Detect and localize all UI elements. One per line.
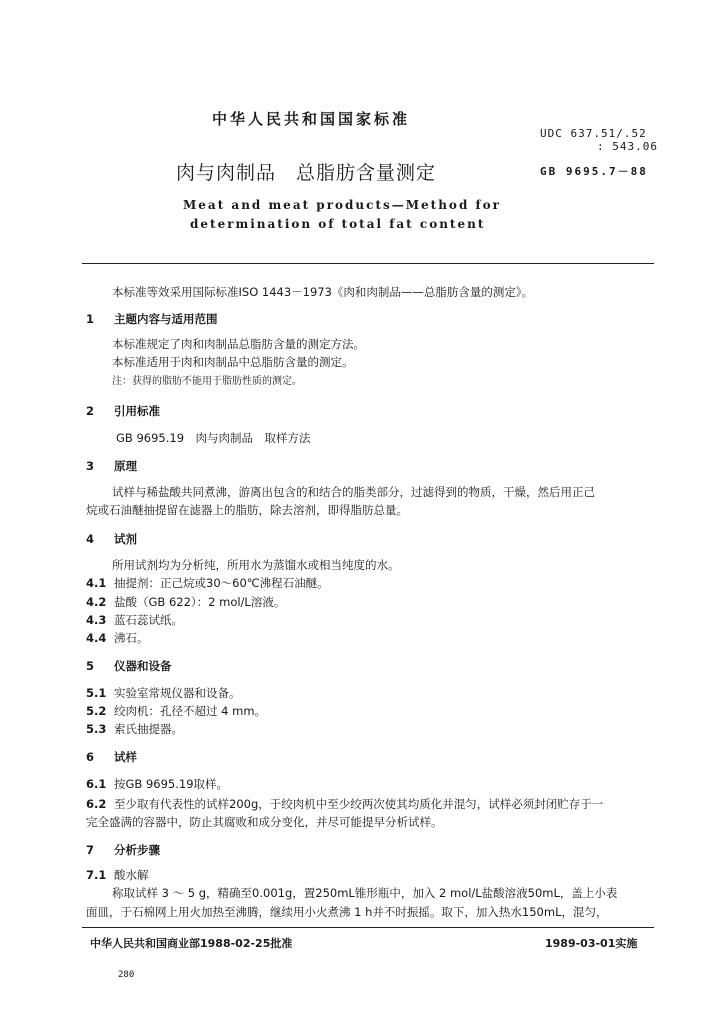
- approval-line: 中华人民共和国商业部1988-02-25批准: [90, 937, 293, 950]
- section-2-heading: [86, 403, 160, 419]
- section-title: 引用标准: [114, 404, 160, 418]
- udc-code-line1: UDC 637.51/.52: [540, 127, 647, 140]
- clause-4-2: [86, 594, 285, 610]
- clause-number: 6.1: [86, 777, 107, 791]
- clause-number: 7.1: [86, 868, 107, 882]
- section-5-heading: [86, 658, 172, 674]
- section-title: 主题内容与适用范围: [114, 312, 218, 326]
- clause-text: 酸水解: [114, 868, 149, 882]
- clause-number: 6.2: [86, 797, 107, 811]
- section-title: 仪器和设备: [114, 659, 172, 673]
- section-title: 原理: [114, 459, 137, 473]
- clause-text: 盐酸（GB 622）：2 mol/L溶液。: [114, 595, 286, 609]
- section-7-heading: [86, 842, 160, 858]
- clause-number: 4.2: [86, 595, 107, 609]
- clause-6-1: [86, 776, 228, 792]
- section-number: 3: [86, 459, 95, 473]
- clause-text: 沸石。: [114, 631, 149, 645]
- clause-6-2-line1: [86, 796, 603, 812]
- section-title: 试剂: [114, 532, 137, 546]
- clause-number: 5.1: [86, 686, 107, 700]
- section-number: 6: [86, 750, 95, 764]
- clause-text: 抽提剂：正己烷或30～60℃沸程石油醚。: [114, 576, 329, 590]
- section-2-reference: GB 9695.19 肉与肉制品 取样方法: [116, 431, 311, 445]
- document-title-en-line1: Meat and meat products—Method for: [183, 198, 501, 212]
- clause-5-1: [86, 685, 241, 701]
- clause-5-3: [86, 721, 183, 737]
- udc-code-line2: : 543.06: [597, 140, 658, 153]
- section-1-heading: [86, 311, 218, 327]
- clause-7-1: [86, 867, 149, 883]
- clause-5-2: [86, 703, 266, 719]
- section-4-heading: [86, 531, 137, 547]
- clause-text: 蓝石蕊试纸。: [114, 613, 183, 627]
- section-title: 试样: [114, 750, 137, 764]
- clause-number: 5.3: [86, 722, 107, 736]
- page-number: 280: [118, 970, 135, 980]
- section-4-paragraph: 所用试剂均为分析纯，所用水为蒸馏水或相当纯度的水。: [112, 558, 400, 572]
- footer-divider: [82, 927, 654, 928]
- document-title-en-line2: determination of total fat content: [190, 217, 486, 231]
- clause-number: 4.3: [86, 613, 107, 627]
- clause-4-1: [86, 575, 329, 591]
- clause-7-1-paragraph-line1: 称取试样 3 ～ 5 g，精确至0.001g，置250mL锥形瓶中，加入 2 mol/L盐酸溶液50mL，盖上小表: [112, 886, 618, 900]
- section-number: 2: [86, 404, 95, 418]
- section-3-paragraph-line1: 试样与稀盐酸共同煮沸，游离出包含的和结合的脂类部分，过滤得到的物质，干燥，然后用正己: [112, 485, 595, 499]
- clause-text: 绞肉机：孔径不超过 4 mm。: [114, 704, 267, 718]
- section-1-note: 注：获得的脂肪不能用于脂肪性质的测定。: [112, 376, 302, 387]
- section-3-heading: [86, 458, 137, 474]
- clause-text: 索氏抽提器。: [114, 722, 183, 736]
- clause-4-3: [86, 612, 183, 628]
- section-3-paragraph-line2: 烷或石油醚抽提留在滤器上的脂肪，除去溶剂，即得脂肪总量。: [86, 503, 408, 517]
- clause-7-1-paragraph-line2: 面皿，于石棉网上用火加热至沸腾，继续用小火煮沸 1 h并不时振摇。取下，加入热水150mL，混匀，: [86, 905, 608, 919]
- section-number: 4: [86, 532, 95, 546]
- clause-text: 实验室常规仪器和设备。: [114, 686, 241, 700]
- section-1-paragraph-2: 本标准适用于肉和肉制品中总脂肪含量的测定。: [112, 355, 354, 369]
- clause-number: 5.2: [86, 704, 107, 718]
- header-divider: [82, 263, 654, 264]
- clause-number: 4.1: [86, 576, 107, 590]
- clause-text: 至少取有代表性的试样200g，于绞肉机中至少绞两次使其均质化并混匀，试样必须封闭贮存于一: [114, 797, 604, 811]
- clause-6-2-line2: 完全盛满的容器中，防止其腐败和成分变化，并尽可能提早分析试样。: [86, 815, 443, 829]
- section-number: 1: [86, 312, 95, 326]
- section-6-heading: [86, 749, 137, 765]
- section-title: 分析步骤: [114, 843, 160, 857]
- clause-number: 4.4: [86, 631, 107, 645]
- standard-number: GB 9695.7－88: [540, 165, 648, 178]
- clause-4-4: [86, 630, 149, 646]
- section-1-paragraph-1: 本标准规定了肉和肉制品总脂肪含量的测定方法。: [112, 337, 365, 351]
- clause-text: 按GB 9695.19取样。: [114, 777, 229, 791]
- document-title-cn: 肉与肉制品 总脂肪含量测定: [176, 162, 437, 184]
- intro-paragraph: 本标准等效采用国际标准ISO 1443－1973《肉和肉制品——总脂肪含量的测定》。: [112, 285, 534, 299]
- section-number: 5: [86, 659, 95, 673]
- issuing-authority: 中华人民共和国国家标准: [212, 110, 411, 128]
- section-number: 7: [86, 843, 95, 857]
- implementation-date: 1989-03-01实施: [545, 937, 638, 950]
